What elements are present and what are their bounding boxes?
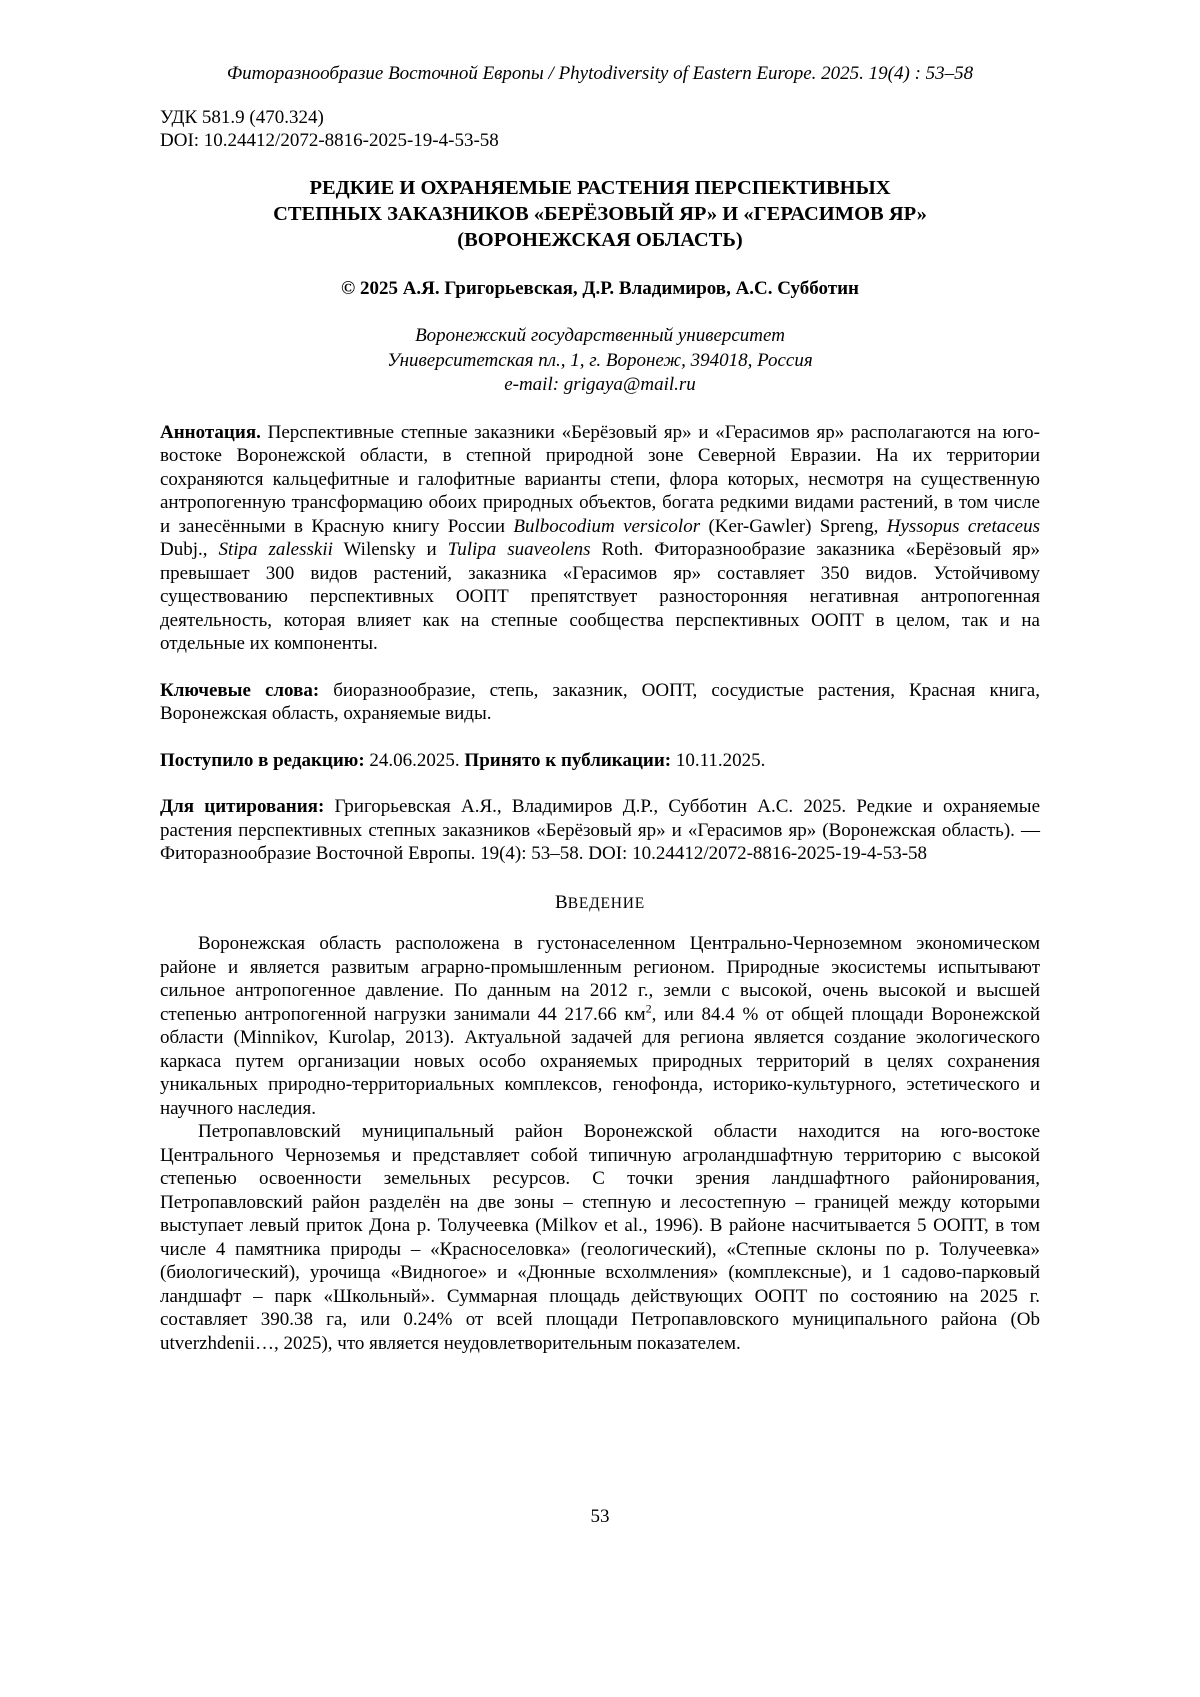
keywords-label: Ключевые слова:	[160, 679, 320, 701]
article-title-line-3: (ВОРОНЕЖСКАЯ ОБЛАСТЬ)	[457, 228, 743, 251]
received-label: Поступило в редакцию:	[160, 749, 365, 771]
article-title-line-2: СТЕПНЫХ ЗАКАЗНИКОВ «БЕРЁЗОВЫЙ ЯР» И «ГЕРАСИМОВ ЯР»	[273, 202, 927, 225]
intro-paragraph-2: Петропавловский муниципальный район Воронежской области находится на юго-востоке Центрального Черноземья и представляет собой типичную агроландшафтную территорию с высокой степенью освоенности земельных ресурсов. С точки зрения ландшафтного районирования, Петропавловский район разделён на две зоны – степную и лесостепную – границей между которыми выступает левый приток Дона р. Толучеевка (Milkov et al., 1996). В районе насчитывается 5 ООПТ, в том числе 4 памятника природы – «Красноселовка» (геологический), «Степные склоны по р. Толучеевка» (биологический), урочища «Видногое» и «Дюнные всхолмления» (комплексные), и 1 садово-парковый ландшафт – парк «Школьный». Суммарная площадь действующих ООПТ по состоянию на 2025 г. составляет 390.38 га, или 0.24% от всей площади Петропавловского муниципального района (Ob utverzhdenii…, 2025), что является неудовлетворительным показателем.	[160, 1121, 1040, 1354]
affiliation-university: Воронежский государственный университет	[415, 325, 785, 346]
intro-paragraph-1-text-b: , или 84.4 % от общей площади Воронежской области (Minnikov, Kurolap, 2013). Актуальной задачей для региона является создание экологического каркаса путем организации новых особо охраняемых природных территорий в целях сохранения уникальных природно-территориальных комплексов, генофонда, историко-культурного, эстетического и научного наследия.	[160, 1003, 1040, 1119]
intro-paragraph-1	[160, 932, 1040, 1120]
accepted-date: 10.11.2025.	[671, 749, 766, 771]
affiliation-address: Университетская пл., 1, г. Воронеж, 394018, Россия	[387, 349, 813, 371]
species-name-1: Bulbocodium versicolor	[513, 515, 701, 537]
article-title	[160, 175, 1040, 253]
received-date: 24.06.2025.	[364, 749, 465, 771]
keywords	[160, 679, 1040, 726]
submission-dates	[160, 749, 1040, 773]
citation-label: Для цитирования:	[160, 796, 325, 817]
section-heading-rest: ВЕДЕНИЕ	[567, 894, 645, 912]
affiliation-email: e-mail: grigaya@mail.ru	[504, 374, 696, 395]
section-heading-first-letter: В	[555, 891, 568, 913]
species-name-3: Stipa zalesskii	[218, 539, 333, 560]
keywords-text: биоразнообразие, степь, заказник, ООПТ, сосудистые растения, Красная книга, Воронежская область, охраняемые виды.	[160, 679, 1040, 724]
abstract	[160, 421, 1040, 656]
species-name-4: Tulipa suaveolens	[447, 539, 591, 560]
abstract-text-2: (Ker-Gawler) Spreng,	[700, 515, 887, 537]
meta-block	[160, 106, 1040, 153]
abstract-label: Аннотация.	[160, 421, 261, 443]
udk: УДК 581.9 (470.324)	[160, 106, 324, 128]
affiliation-block	[160, 324, 1040, 398]
journal-header: Фиторазнообразие Восточной Европы / Phytodiversity of Eastern Europe. 2025. 19(4) : 53–58	[226, 63, 974, 84]
citation-text: Григорьевская А.Я., Владимиров Д.Р., Субботин А.С. 2025. Редкие и охраняемые растения перспективных степных заказников «Берёзовый яр» и «Герасимов яр» (Воронежская область). — Фиторазнообразие Восточной Европы. 19(4): 53–58. DOI: 10.24412/2072-8816-2025-19-4-53-58	[160, 796, 1041, 864]
abstract-text-5: Roth. Фиторазнообразие заказника «Берёзовый яр» превышает 300 видов растений, заказника «Герасимов яр» составляет 350 видов. Устойчивому существованию перспективных ООПТ препятствует разносторонняя негативная антропогенная деятельность, которая влияет как на степные сообщества перспективных ООПТ в целом, так и на отдельные их компоненты.	[160, 539, 1041, 654]
page-number: 53	[590, 1506, 610, 1527]
accepted-label: Принято к публикации:	[464, 749, 672, 771]
intro-paragraph-1-text-a: Воронежская область расположена в густонаселенном Центрально-Черноземном экономическом районе и является развитым аграрно-промышленным регионом. Природные экосистемы испытывают сильное антропогенное давление. По данным на 2012 г., земли с высокой, очень высокой и высшей степенью антропогенной нагрузки занимали 44 217.66 км	[160, 933, 1040, 1025]
abstract-text-3: Dubj.,	[160, 539, 219, 560]
species-name-2: Hyssopus cretaceus	[886, 515, 1040, 537]
superscript-2: 2	[645, 1002, 652, 1016]
doi: DOI: 10.24412/2072-8816-2025-19-4-53-58	[160, 130, 499, 151]
section-heading-introduction	[160, 891, 1040, 916]
abstract-text-1: Перспективные степные заказники «Берёзовый яр» и «Герасимов яр» располагаются на юго-востоке Воронежской области, в степной природной зоне Северной Евразии. На их территории сохраняются кальцефитные и галофитные варианты степи, флора которых, несмотря на существенную антропогенную трансформацию обоих природных объектов, богата редкими видами растений, в том числе и занесёнными в Красную книгу России	[160, 421, 1040, 537]
citation	[160, 795, 1040, 866]
authors-line: © 2025 А.Я. Григорьевская, Д.Р. Владимиров, А.С. Субботин	[341, 277, 859, 299]
article-title-line-1: РЕДКИЕ И ОХРАНЯЕМЫЕ РАСТЕНИЯ ПЕРСПЕКТИВНЫХ	[309, 176, 891, 199]
abstract-text-4: Wilensky и	[332, 539, 448, 560]
